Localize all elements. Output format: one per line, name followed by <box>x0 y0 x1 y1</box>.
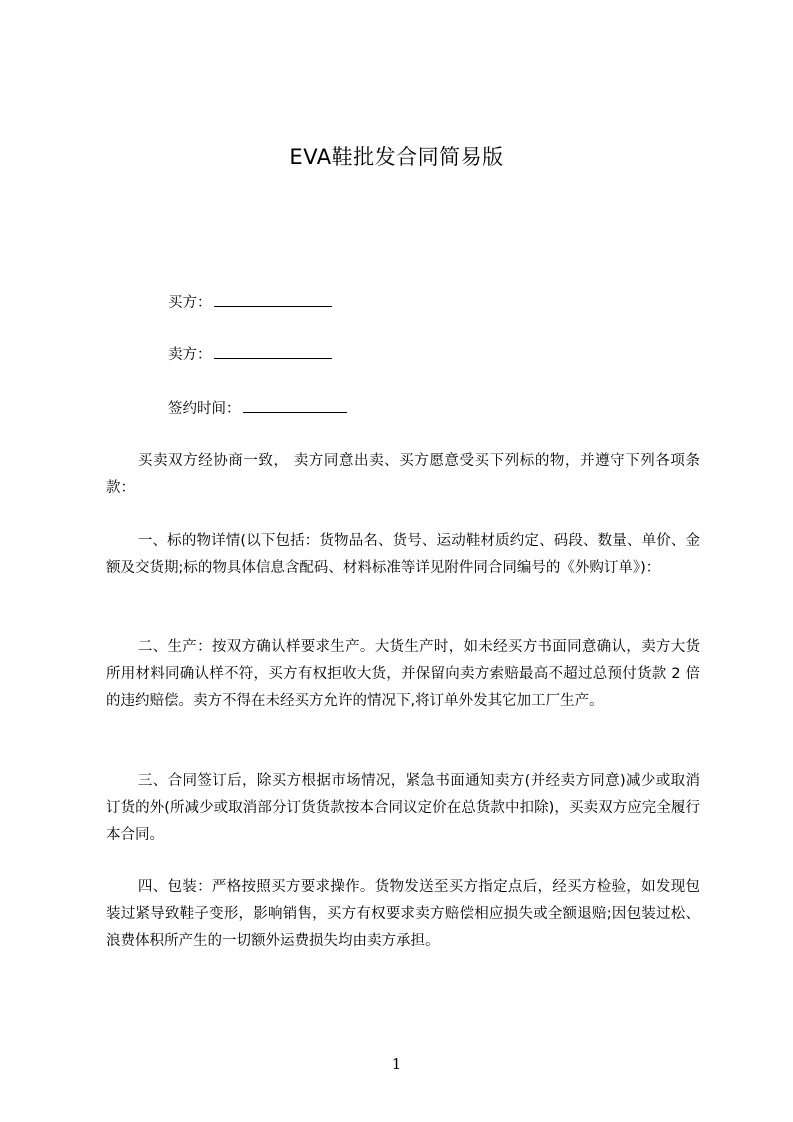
sign-date-blank-line <box>243 398 347 413</box>
seller-field <box>168 344 332 365</box>
buyer-blank-line <box>214 292 332 307</box>
paragraph-clause-2: 二、生产：按双方确认样要求生产。大货生产时，如未经买方书面同意确认，卖方大货所用材料同确认样不符，买方有权拒收大货，并保留向卖方索赔最高不超过总预付货款 2 倍的违约赔偿。卖方不得在未经买方允许的情况下,将订单外发其它加工厂生产。 <box>106 639 700 709</box>
buyer-label: 买方： <box>168 295 212 311</box>
paragraph-intro: 买卖双方经协商一致， 卖方同意出卖、买方愿意受买下列标的物，并遵守下列各项条款： <box>106 453 700 496</box>
page-number: 1 <box>391 1055 402 1073</box>
paragraph-clause-3: 三、合同签订后，除买方根据市场情况，紧急书面通知卖方(并经卖方同意)减少或取消订货的外(所减少或取消部分订货货款按本合同议定价在总货款中扣除)，买卖双方应完全履行本合同。 <box>106 773 700 843</box>
sign-date-field <box>168 398 347 419</box>
sign-date-label: 签约时间： <box>168 401 241 417</box>
seller-label: 卖方： <box>168 347 212 363</box>
document-title: EVA鞋批发合同简易版 <box>289 145 504 169</box>
paragraph-clause-1: 一、标的物详情(以下包括：货物品名、货号、运动鞋材质约定、码段、数量、单价、金额及交货期;标的物具体信息含配码、材料标准等详见附件同合同编号的《外购订单》)： <box>106 533 700 576</box>
buyer-field <box>168 292 332 313</box>
seller-blank-line <box>214 344 332 359</box>
paragraph-clause-4: 四、包装：严格按照买方要求操作。货物发送至买方指定点后，经买方检验，如发现包装过紧导致鞋子变形，影响销售，买方有权要求卖方赔偿相应损失或全额退赔;因包装过松、浪费体积所产生的一切额外运费损失均由卖方承担。 <box>106 879 700 949</box>
